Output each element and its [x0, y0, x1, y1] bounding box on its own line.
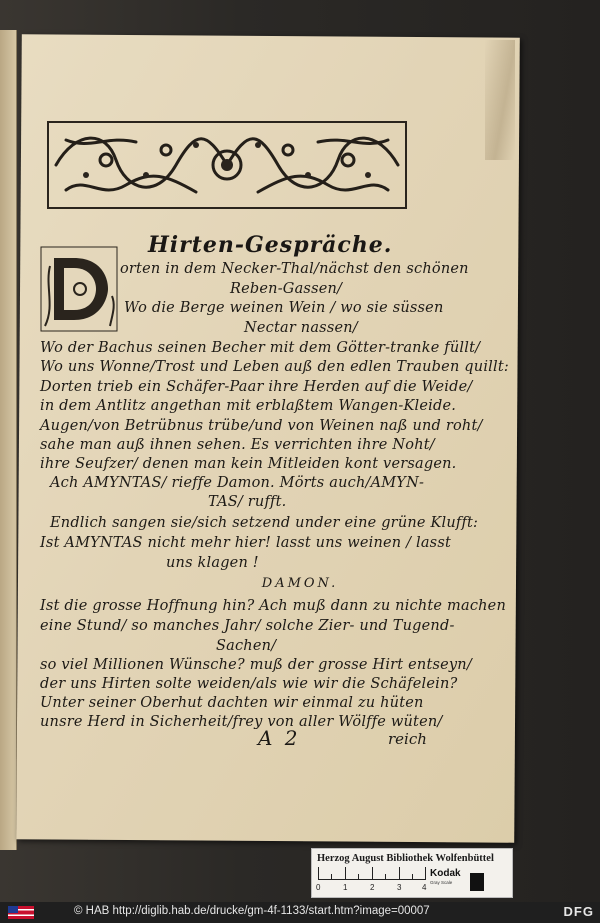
footer-bar: [0, 902, 600, 923]
text-line: Nectar nassen/: [244, 320, 358, 336]
scale-ruler: [318, 867, 426, 880]
library-name: Herzog August Bibliothek Wolfenbüttel: [317, 853, 494, 864]
flag-icon: [8, 906, 34, 919]
library-label-card: [311, 848, 513, 898]
text-line: unsre Herd in Sicherheit/frey von aller Wölffe wüten/: [40, 714, 443, 730]
color-swatch: [470, 873, 484, 891]
ruler-number: 0: [316, 883, 321, 892]
credit-link[interactable]: © HAB http://diglib.hab.de/drucke/gm-4f-1133/start.htm?image=00007: [74, 905, 430, 917]
text-line: eine Stund/ so manches Jahr/ solche Zier- und Tugend-: [40, 618, 455, 634]
text-line: Ach AMYNTAS/ rieffe Damon. Mörts auch/AMYN-: [50, 475, 425, 491]
dfg-logo: DFG: [563, 904, 594, 919]
text-line: Unter seiner Oberhut dachten wir einmal zu hüten: [40, 695, 424, 711]
ruler-number: 2: [370, 883, 375, 892]
text-line: Wo uns Wonne/Trost und Leben auß den edlen Trauben quillt:: [40, 359, 509, 375]
catchword: reich: [388, 730, 427, 748]
ruler-number: 1: [343, 883, 348, 892]
text-line: Ist AMYNTAS nicht mehr hier! lasst uns weinen / lasst: [40, 535, 451, 551]
text-line: TAS/ rufft.: [208, 494, 287, 510]
speaker-heading: DAMON.: [261, 576, 339, 591]
text-line: Dorten trieb ein Schäfer-Paar ihre Herden auf die Weide/: [40, 379, 473, 395]
text-line: ihre Seufzer/ denen man kein Mitleiden kont versagen.: [40, 456, 457, 472]
text-line: Ist die grosse Hoffnung hin? Ach muß dann zu nichte machen: [40, 598, 506, 614]
text-line: Augen/von Betrübnus trübe/und von Weinen naß und roht/: [40, 418, 483, 434]
text-line: Wo die Berge weinen Wein / wo sie süssen: [124, 300, 444, 316]
text-line: Sachen/: [216, 638, 277, 654]
text-line: in dem Antlitz angethan mit erblaßtem Wangen-Kleide.: [40, 398, 457, 414]
ruler-number: 3: [397, 883, 402, 892]
text-line: Endlich sangen sie/sich setzend under eine grüne Klufft:: [50, 515, 479, 531]
ruler-number: 4: [422, 883, 427, 892]
text-line: uns klagen !: [166, 555, 259, 571]
text-line: so viel Millionen Wünsche? muß der grosse Hirt entseyn/: [40, 657, 472, 673]
gray-scale-label: Gray Scale: [430, 880, 453, 885]
text-line: sahe man auß ihnen sehen. Es verrichten ihre Noht/: [40, 437, 435, 453]
page-title: Hirten-Gespräche.: [148, 232, 393, 258]
text-line: orten in dem Necker-Thal/nächst den schönen: [120, 261, 469, 277]
text-line: Reben-Gassen/: [230, 281, 343, 297]
text-line: der uns Hirten solte weiden/als wie wir die Schäfelein?: [40, 676, 458, 692]
kodak-logo: Kodak: [430, 868, 461, 879]
signature-mark: A 2: [258, 726, 301, 750]
text-line: Wo der Bachus seinen Becher mit dem Götter-tranke füllt/: [40, 340, 481, 356]
